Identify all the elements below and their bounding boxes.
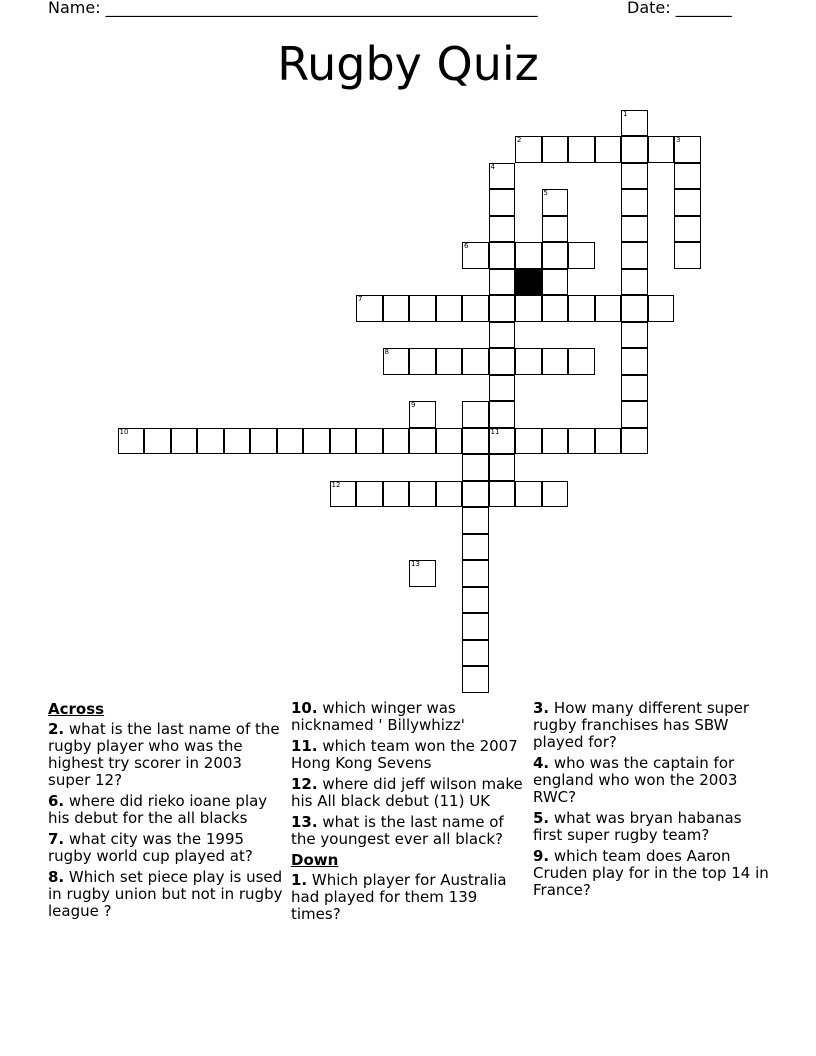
clue-number: 11 [490, 427, 500, 436]
clue-item-text: where did rieko ioane play his debut for the all blacks [48, 792, 268, 827]
clue-item-number: 4. [533, 754, 550, 772]
grid-cell[interactable] [409, 560, 436, 587]
grid-cell[interactable] [621, 242, 648, 269]
clue-number: 6 [464, 242, 469, 250]
grid-cell[interactable] [515, 136, 542, 163]
grid-cell[interactable] [462, 507, 489, 534]
grid-cell[interactable] [542, 242, 569, 269]
grid-cell[interactable] [595, 428, 622, 455]
grid-cell[interactable] [542, 295, 569, 322]
grid-cell[interactable] [542, 428, 569, 455]
grid-cell[interactable] [674, 136, 701, 163]
grid-cell[interactable] [462, 295, 489, 322]
grid-cell[interactable] [462, 534, 489, 561]
grid-cell[interactable] [303, 428, 330, 455]
clue-number: 4 [490, 162, 495, 171]
grid-cell[interactable] [621, 163, 648, 190]
clue-item-text: what is the last name of the rugby player who was the highest try scorer in 2003 super 12? [48, 720, 280, 789]
clue-item [533, 755, 769, 806]
grid-cell[interactable] [542, 348, 569, 375]
grid-cell[interactable] [595, 295, 622, 322]
clue-number: 5 [543, 189, 548, 197]
grid-cell[interactable] [489, 216, 516, 243]
grid-cell[interactable] [489, 189, 516, 216]
grid-cell[interactable] [621, 189, 648, 216]
clue-item-number: 3. [533, 699, 550, 717]
clues-column-1 [48, 700, 284, 924]
grid-cell[interactable] [621, 295, 648, 322]
clue-item-text: which winger was nicknamed ' Billywhizz' [291, 699, 465, 734]
clue-item-text: Which player for Australia had played for them 139 times? [291, 871, 507, 923]
grid-cell[interactable] [250, 428, 277, 455]
grid-cell[interactable] [356, 428, 383, 455]
clue-item-text: what city was the 1995 rugby world cup played at? [48, 830, 253, 865]
clue-item-number: 10. [291, 699, 318, 717]
down-clue-list-continued [533, 700, 769, 899]
grid-cell[interactable] [515, 428, 542, 455]
grid-cell[interactable] [621, 401, 648, 428]
grid-cell[interactable] [621, 375, 648, 402]
grid-cell[interactable] [436, 481, 463, 508]
grid-cell[interactable] [568, 428, 595, 455]
clue-item-text: Which set piece play is used in rugby union but not in rugby league ? [48, 868, 283, 920]
grid-cell[interactable] [489, 269, 516, 296]
clue-item-number: 11. [291, 737, 318, 755]
grid-cell[interactable] [383, 428, 410, 455]
grid-cell[interactable] [674, 242, 701, 269]
clue-item-number: 7. [48, 830, 65, 848]
clue-number: 1 [623, 109, 628, 118]
grid-cell[interactable] [489, 295, 516, 322]
grid-cell[interactable] [436, 295, 463, 322]
grid-cell[interactable] [515, 348, 542, 375]
grid-cell[interactable] [489, 242, 516, 269]
grid-cell[interactable] [542, 269, 569, 296]
grid-cell[interactable] [542, 481, 569, 508]
grid-cell[interactable] [330, 481, 357, 508]
clue-item-text: who was the captain for england who won the 2003 RWC? [533, 754, 738, 806]
grid-cell[interactable] [462, 560, 489, 587]
date-field-label: Date: _______ [627, 0, 732, 17]
grid-cell[interactable] [515, 481, 542, 508]
grid-cell[interactable] [648, 136, 675, 163]
grid-cell[interactable] [489, 375, 516, 402]
grid-cell[interactable] [568, 348, 595, 375]
clue-number: 7 [358, 295, 363, 303]
clue-item [291, 872, 527, 923]
grid-cell[interactable] [674, 163, 701, 190]
clue-number: 10 [119, 427, 129, 436]
grid-cell[interactable] [356, 295, 383, 322]
grid-cell[interactable] [462, 613, 489, 640]
clue-item-text: How many different super rugby franchises has SBW played for? [533, 699, 750, 751]
grid-cell[interactable] [674, 189, 701, 216]
grid-cell[interactable] [648, 295, 675, 322]
grid-cell[interactable] [409, 348, 436, 375]
clues-column-3 [533, 700, 769, 903]
grid-cell[interactable] [595, 136, 622, 163]
grid-cell[interactable] [542, 136, 569, 163]
grid-cell[interactable] [621, 110, 648, 137]
grid-cell[interactable] [568, 136, 595, 163]
clue-item [533, 848, 769, 899]
grid-cell[interactable] [621, 136, 648, 163]
grid-cell[interactable] [277, 428, 304, 455]
clue-item-number: 8. [48, 868, 65, 886]
black-cell [515, 269, 542, 296]
grid-cell[interactable] [436, 428, 463, 455]
clue-item-text: what was bryan habanas first super rugby team? [533, 809, 742, 844]
grid-cell[interactable] [489, 454, 516, 481]
clue-item [291, 738, 527, 772]
grid-cell[interactable] [409, 481, 436, 508]
grid-cell[interactable] [462, 481, 489, 508]
grid-cell[interactable] [515, 295, 542, 322]
grid-cell[interactable] [436, 348, 463, 375]
grid-cell[interactable] [462, 454, 489, 481]
clue-item-number: 1. [291, 871, 308, 889]
clue-number: 9 [411, 401, 416, 409]
grid-cell[interactable] [621, 216, 648, 243]
clue-item [48, 869, 284, 920]
clue-item [533, 810, 769, 844]
grid-cell[interactable] [621, 348, 648, 375]
grid-cell[interactable] [462, 666, 489, 693]
grid-cell[interactable] [409, 428, 436, 455]
clues-column-2 [291, 700, 527, 927]
grid-cell[interactable] [621, 428, 648, 455]
grid-cell[interactable] [383, 348, 410, 375]
grid-cell[interactable] [462, 348, 489, 375]
clue-item-number: 9. [533, 847, 550, 865]
grid-cell[interactable] [489, 322, 516, 349]
grid-cell[interactable] [383, 481, 410, 508]
grid-cell[interactable] [489, 481, 516, 508]
grid-cell[interactable] [409, 295, 436, 322]
grid-cell[interactable] [330, 428, 357, 455]
down-heading: Down [291, 851, 339, 869]
across-heading: Across [48, 700, 105, 718]
clue-item [291, 814, 527, 848]
grid-cell[interactable] [621, 322, 648, 349]
grid-cell[interactable] [171, 428, 198, 455]
clue-item [48, 721, 284, 789]
grid-cell[interactable] [462, 587, 489, 614]
clue-item-number: 5. [533, 809, 550, 827]
grid-cell[interactable] [409, 401, 436, 428]
across-clue-list [48, 721, 284, 920]
name-field-label: Name: ______________________________________________________ [48, 0, 538, 17]
grid-cell[interactable] [489, 428, 516, 455]
across-clue-list-continued [291, 700, 527, 848]
clue-item-number: 2. [48, 720, 65, 738]
grid-cell[interactable] [197, 428, 224, 455]
clue-item-number: 12. [291, 775, 318, 793]
grid-cell[interactable] [462, 242, 489, 269]
clue-item [48, 793, 284, 827]
clue-item [291, 700, 527, 734]
clue-item-text: what is the last name of the youngest ever all black? [291, 813, 504, 848]
clue-item-text: which team won the 2007 Hong Kong Sevens [291, 737, 518, 772]
grid-cell[interactable] [568, 242, 595, 269]
grid-cell[interactable] [489, 348, 516, 375]
grid-cell[interactable] [356, 481, 383, 508]
clue-item-text: which team does Aaron Cruden play for in the top 14 in France? [533, 847, 769, 899]
grid-cell[interactable] [383, 295, 410, 322]
grid-cell[interactable] [542, 189, 569, 216]
clue-item [291, 776, 527, 810]
grid-cell[interactable] [118, 428, 145, 455]
grid-cell[interactable] [462, 401, 489, 428]
page-title: Rugby Quiz [277, 37, 539, 91]
clue-item-number: 13. [291, 813, 318, 831]
grid-cell[interactable] [568, 295, 595, 322]
clue-item [48, 831, 284, 865]
grid-cell[interactable] [224, 428, 251, 455]
clue-number: 2 [517, 136, 522, 144]
clue-item [533, 700, 769, 751]
clue-item-text: where did jeff wilson make his All black debut (11) UK [291, 775, 523, 810]
grid-cell[interactable] [542, 216, 569, 243]
down-clue-list [291, 872, 527, 923]
clue-number: 8 [384, 348, 389, 356]
clue-item-number: 6. [48, 792, 65, 810]
grid-cell[interactable] [515, 242, 542, 269]
grid-cell[interactable] [489, 163, 516, 190]
grid-cell[interactable] [144, 428, 171, 455]
grid-cell[interactable] [462, 428, 489, 455]
grid-cell[interactable] [462, 640, 489, 667]
grid-cell[interactable] [621, 269, 648, 296]
grid-cell[interactable] [489, 401, 516, 428]
grid-cell[interactable] [674, 216, 701, 243]
clue-number: 13 [411, 560, 420, 568]
clue-number: 12 [331, 480, 341, 489]
clue-number: 3 [676, 136, 681, 144]
